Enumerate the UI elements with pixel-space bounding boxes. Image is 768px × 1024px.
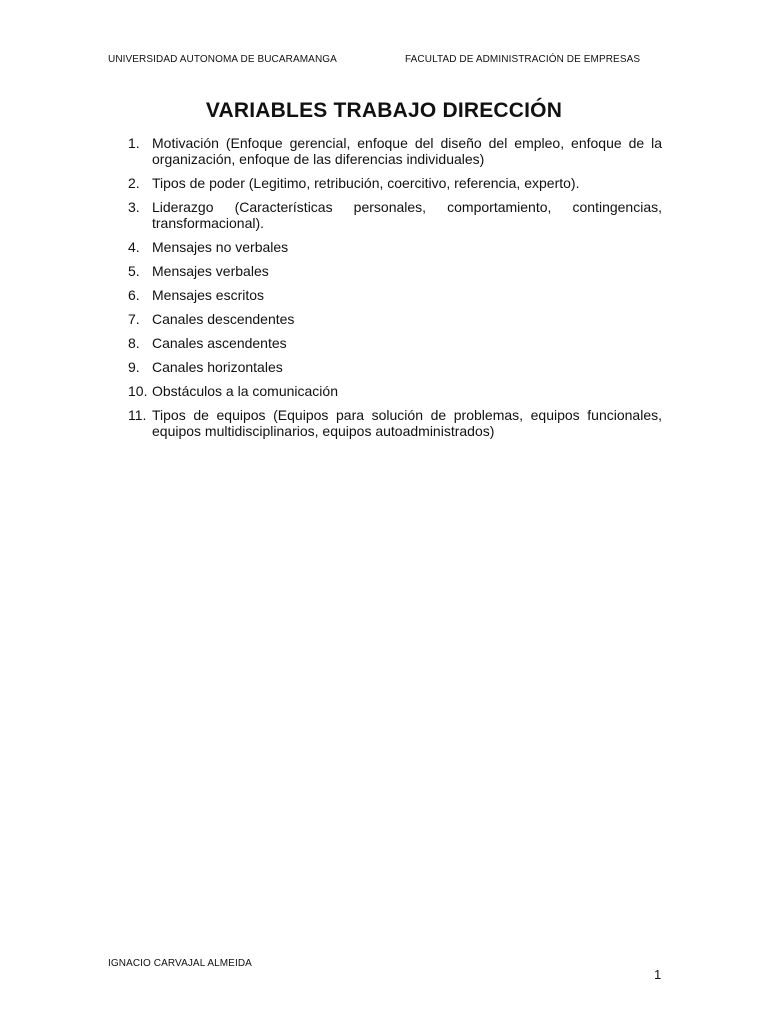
list-item-number: 1. [128, 135, 140, 151]
list-item-text: Motivación (Enfoque gerencial, enfoque del diseño del empleo, enfoque de la organización, enfoque de las diferencias individuales) [152, 135, 662, 167]
list-item-text: Canales ascendentes [152, 335, 287, 351]
list-item-text: Mensajes escritos [152, 287, 265, 303]
list-item [128, 359, 662, 375]
list-item [128, 199, 662, 231]
list-item-number: 10. [128, 383, 148, 399]
list-item-number: 2. [128, 175, 140, 191]
variables-list [128, 135, 662, 447]
list-item-number: 3. [128, 199, 140, 215]
list-item-number: 9. [128, 359, 140, 375]
list-item-text: Tipos de equipos (Equipos para solución de problemas, equipos funcionales, equipos multidisciplinarios, equipos autoadministrados) [152, 407, 662, 439]
page-number: 1 [654, 967, 662, 982]
list-item-text: Canales horizontales [152, 359, 283, 375]
list-item-text: Mensajes no verbales [152, 239, 289, 255]
list-item [128, 175, 662, 191]
list-item [128, 287, 662, 303]
footer-author: IGNACIO CARVAJAL ALMEIDA [108, 958, 252, 969]
list-item-text: Mensajes verbales [152, 263, 269, 279]
list-item-text: Obstáculos a la comunicación [152, 383, 338, 399]
list-item-number: 6. [128, 287, 140, 303]
list-item-number: 7. [128, 311, 140, 327]
list-item [128, 239, 662, 255]
list-item-text: Tipos de poder (Legitimo, retribución, coercitivo, referencia, experto). [152, 175, 580, 191]
list-item-number: 8. [128, 335, 140, 351]
list-item [128, 383, 662, 399]
list-item [128, 263, 662, 279]
list-item [128, 335, 662, 351]
list-item-number: 4. [128, 239, 140, 255]
list-item [128, 311, 662, 327]
header-university: UNIVERSIDAD AUTONOMA DE BUCARAMANGA [108, 54, 337, 65]
list-item-text: Canales descendentes [152, 311, 295, 327]
list-item-number: 5. [128, 263, 140, 279]
list-item-text: Liderazgo (Características personales, comportamiento, contingencias, transformacional). [152, 199, 662, 231]
header-faculty: FACULTAD DE ADMINISTRACIÓN DE EMPRESAS [405, 54, 641, 65]
list-item [128, 135, 662, 167]
list-item [128, 407, 662, 439]
page-title: VARIABLES TRABAJO DIRECCIÓN [205, 99, 563, 122]
list-item-number: 11. [128, 407, 147, 423]
